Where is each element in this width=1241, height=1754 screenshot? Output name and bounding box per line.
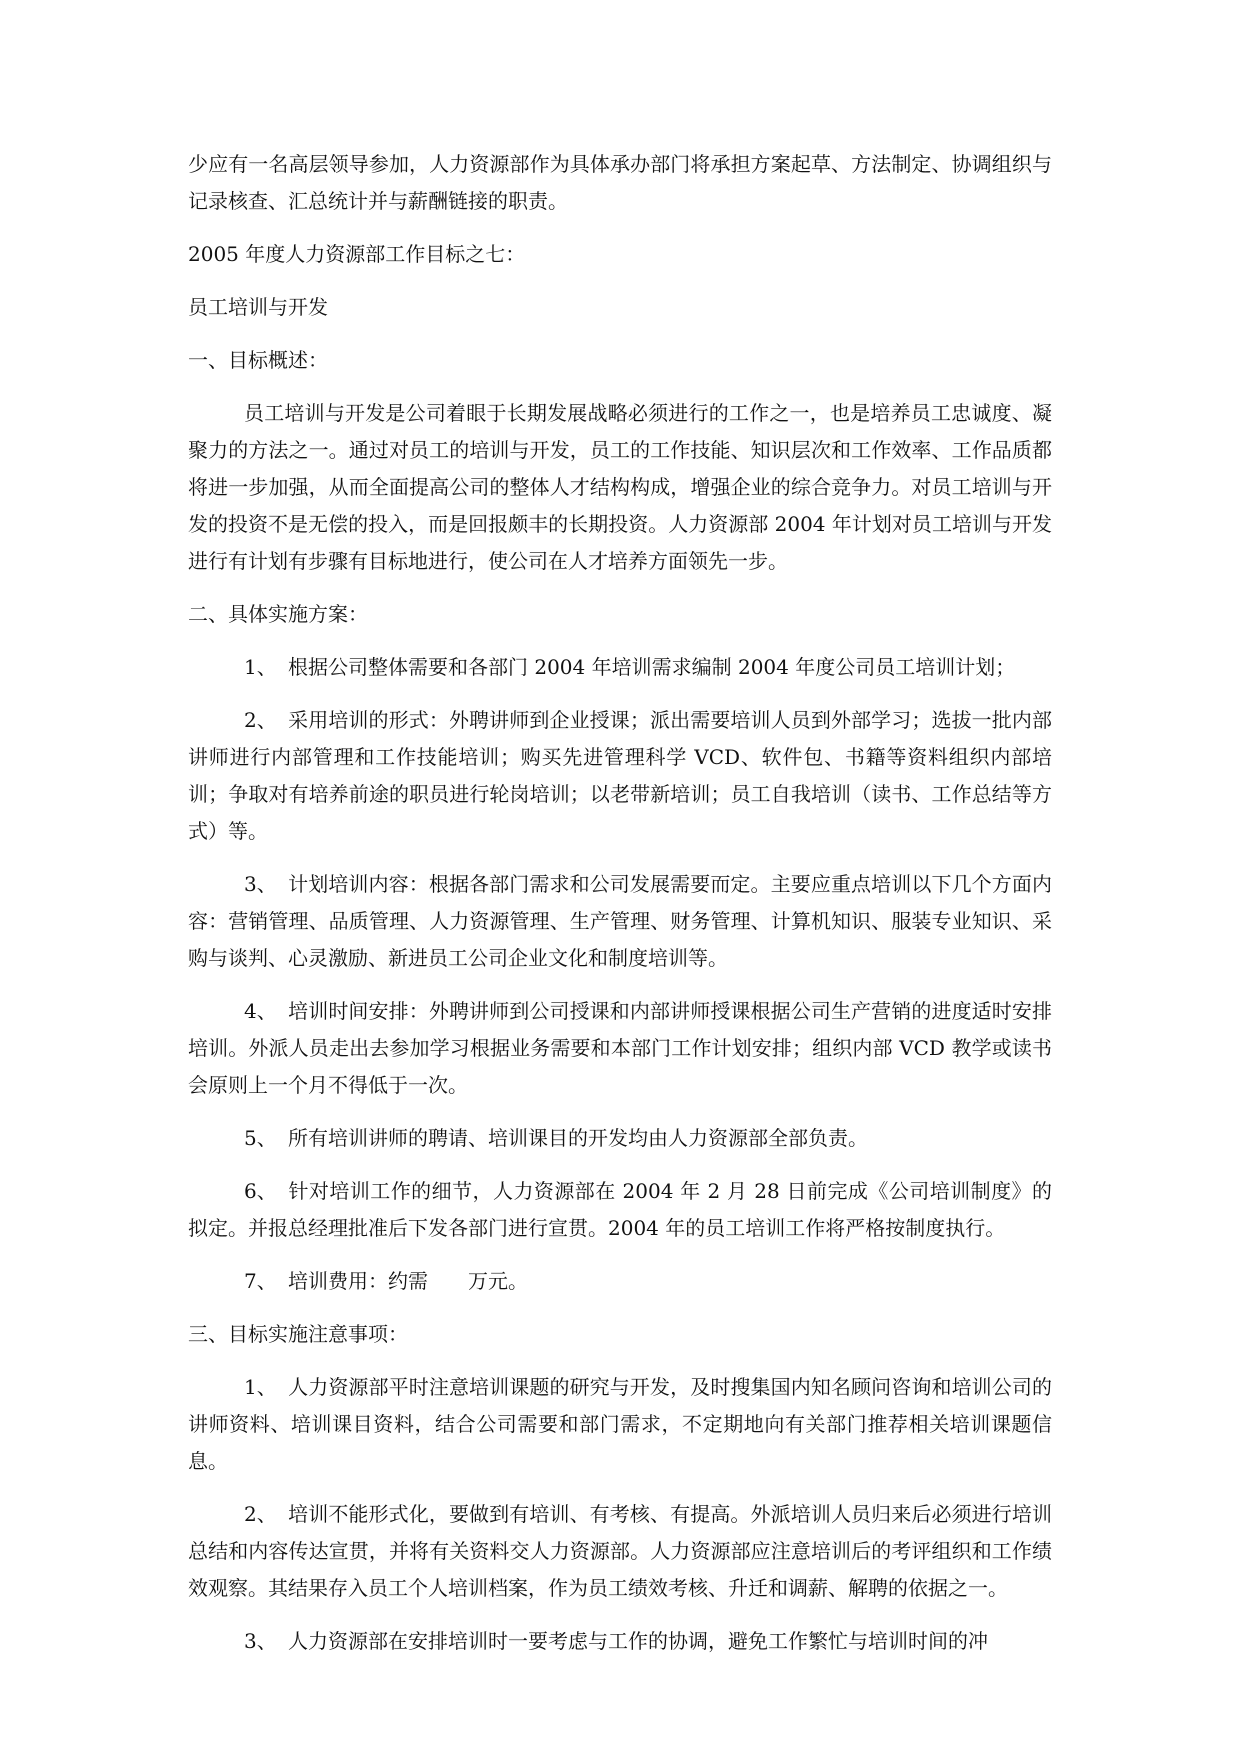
section2-item-3 — [188, 866, 1052, 977]
item-text: 人力资源部在安排培训时一要考虑与工作的协调，避免工作繁忙与培训时间的冲 — [288, 1629, 988, 1653]
section2-item-5 — [188, 1120, 1052, 1157]
item-text: 针对培训工作的细节，人力资源部在 2004 年 2 月 28 日前完成《公司培训制度》的拟定。并报总经理批准后下发各部门进行宣贯。2004 年的员工培训工作将严格按制度执行。 — [188, 1179, 1052, 1240]
section2-item-1 — [188, 649, 1052, 686]
item-number: 2、 — [244, 1502, 277, 1526]
intro-paragraph: 少应有一名高层领导参加，人力资源部作为具体承办部门将承担方案起草、方法制定、协调组织与记录核查、汇总统计并与薪酬链接的职责。 — [188, 152, 1052, 213]
section2-heading: 二、具体实施方案： — [188, 602, 368, 626]
item-text: 根据公司整体需要和各部门 2004 年培训需求编制 2004 年度公司员工培训计划； — [288, 655, 1016, 679]
item-number: 3、 — [244, 1629, 277, 1653]
item-text: 采用培训的形式：外聘讲师到企业授课；派出需要培训人员到外部学习；选拔一批内部讲师进行内部管理和工作技能培训；购买先进管理科学 VCD、软件包、书籍等资料组织内部培训；争取对有培养前途的职员进行轮岗培训；以老带新培训；员工自我培训（读书、工作总结等方式）等。 — [188, 708, 1052, 843]
item-number: 1、 — [244, 655, 277, 679]
goal-name: 员工培训与开发 — [188, 295, 328, 319]
item-number: 5、 — [244, 1126, 277, 1150]
section1-body: 员工培训与开发是公司着眼于长期发展战略必须进行的工作之一，也是培养员工忠诚度、凝聚力的方法之一。通过对员工的培训与开发，员工的工作技能、知识层次和工作效率、工作品质都将进一步加强，从而全面提高公司的整体人才结构构成，增强企业的综合竞争力。对员工培训与开发的投资不是无偿的投入，而是回报颇丰的长期投资。人力资源部 2004 年计划对员工培训与开发进行有计划有步骤有目标地进行，使公司在人才培养方面领先一步。 — [188, 401, 1052, 573]
item-text: 培训费用：约需 万元。 — [288, 1269, 528, 1293]
document-body — [188, 146, 1052, 1676]
section3-item-2 — [188, 1496, 1052, 1607]
item-number: 1、 — [244, 1375, 277, 1399]
item-number: 2、 — [244, 708, 277, 732]
item-text: 计划培训内容：根据各部门需求和公司发展需要而定。主要应重点培训以下几个方面内容：营销管理、品质管理、人力资源管理、生产管理、财务管理、计算机知识、服装专业知识、采购与谈判、心灵激励、新进员工公司企业文化和制度培训等。 — [188, 872, 1052, 970]
item-number: 3、 — [244, 872, 277, 896]
item-number: 7、 — [244, 1269, 277, 1293]
section2-item-4 — [188, 993, 1052, 1104]
item-text: 培训时间安排：外聘讲师到公司授课和内部讲师授课根据公司生产营销的进度适时安排培训。外派人员走出去参加学习根据业务需要和本部门工作计划安排；组织内部 VCD 教学或读书会原则上一个月不得低于一次。 — [188, 999, 1052, 1097]
section2-item-6 — [188, 1173, 1052, 1247]
item-text: 培训不能形式化，要做到有培训、有考核、有提高。外派培训人员归来后必须进行培训总结和内容传达宣贯，并将有关资料交人力资源部。人力资源部应注意培训后的考评组织和工作绩效观察。其结果存入员工个人培训档案，作为员工绩效考核、升迁和调薪、解聘的依据之一。 — [188, 1502, 1052, 1600]
section2-item-2 — [188, 702, 1052, 850]
goal-title: 2005 年度人力资源部工作目标之七： — [188, 242, 526, 266]
item-text: 所有培训讲师的聘请、培训课目的开发均由人力资源部全部负责。 — [288, 1126, 868, 1150]
section2-item-7 — [188, 1263, 1052, 1300]
section1-heading: 一、目标概述： — [188, 348, 328, 372]
item-text: 人力资源部平时注意培训课题的研究与开发，及时搜集国内知名顾问咨询和培训公司的讲师资料、培训课目资料，结合公司需要和部门需求，不定期地向有关部门推荐相关培训课题信息。 — [188, 1375, 1052, 1473]
item-number: 4、 — [244, 999, 277, 1023]
section3-item-3 — [188, 1623, 1052, 1660]
item-number: 6、 — [244, 1179, 277, 1203]
section3-heading: 三、目标实施注意事项： — [188, 1322, 408, 1346]
section3-item-1 — [188, 1369, 1052, 1480]
